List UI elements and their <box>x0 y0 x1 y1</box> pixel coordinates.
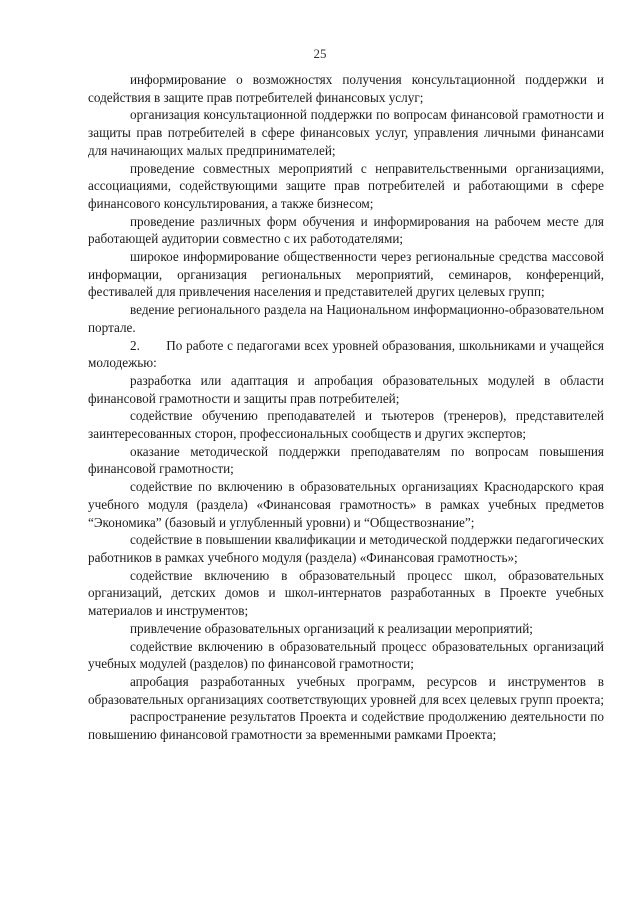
paragraph: проведение совместных мероприятий с неправительственными организациями, ассоциациями, содействующими защите прав потребителей и работающими в сфере финансового консультирования, а также бизнесом; <box>88 160 604 211</box>
paragraph: широкое информирование общественности через региональные средства массовой информации, организация региональных мероприятий, семинаров, конференций, фестивалей для привлечения населения и представителей других целевых групп; <box>88 249 604 300</box>
paragraph: содействие обучению преподавателей и тьютеров (тренеров), представителей заинтересованных сторон, профессиональных сообществ и других экспертов; <box>88 408 604 442</box>
paragraph: содействие в повышении квалификации и методической поддержки педагогических работников в рамках учебного модуля (раздела) «Финансовая грамотность»; <box>88 532 604 565</box>
paragraph: распространение результатов Проекта и содействие продолжению деятельности по повышению финансовой грамотности за временными рамками Проекта; <box>88 709 604 743</box>
paragraph: ведение регионального раздела на Национальном информационно-образовательном портале. <box>88 302 604 335</box>
paragraph: содействие включению в образовательный процесс образовательных организаций учебных модулей (разделов) по финансовой грамотности; <box>88 638 604 672</box>
paragraph: апробация разработанных учебных программ, ресурсов и инструментов в образовательных организациях соответствующих уровней для всех целевых групп проекта; <box>88 673 605 707</box>
paragraph: оказание методической поддержки преподавателям по вопросам повышения финансовой грамотности; <box>88 443 604 477</box>
numbered-paragraph: 2. По работе с педагогами всех уровней образования, школьниками и учащейся молодежью: <box>88 337 604 371</box>
paragraph: разработка или адаптация и апробация образовательных модулей в области финансовой грамотности и защиты прав потребителей; <box>88 372 604 406</box>
paragraph: проведение различных форм обучения и информирования на рабочем месте для работающей аудитории совместно с их работодателями; <box>88 213 604 247</box>
body-text <box>88 71 604 744</box>
page-number: 25 <box>313 46 327 61</box>
paragraph: привлечение образовательных организаций к реализации мероприятий; <box>130 620 533 636</box>
paragraph: информирование о возможностях получения консультационной поддержки и содействия в защите прав потребителей финансовых услуг; <box>88 72 604 105</box>
paragraph: содействие по включению в образовательных организациях Краснодарского края учебного модуля (раздела) «Финансовая грамотность» в рамках учебных предметов “Экономика” (базовый и углубленный уровни) и “Обществознание”; <box>88 479 604 530</box>
paragraph: организация консультационной поддержки по вопросам финансовой грамотности и защиты прав потребителей в сфере финансовых услуг, управления личными финансами для начинающих малых предпринимателей; <box>88 107 604 158</box>
paragraph: содействие включению в образовательный процесс школ, образовательных организаций, детских домов и школ-интернатов разработанных в Проекте учебных материалов и инструментов; <box>88 567 604 619</box>
